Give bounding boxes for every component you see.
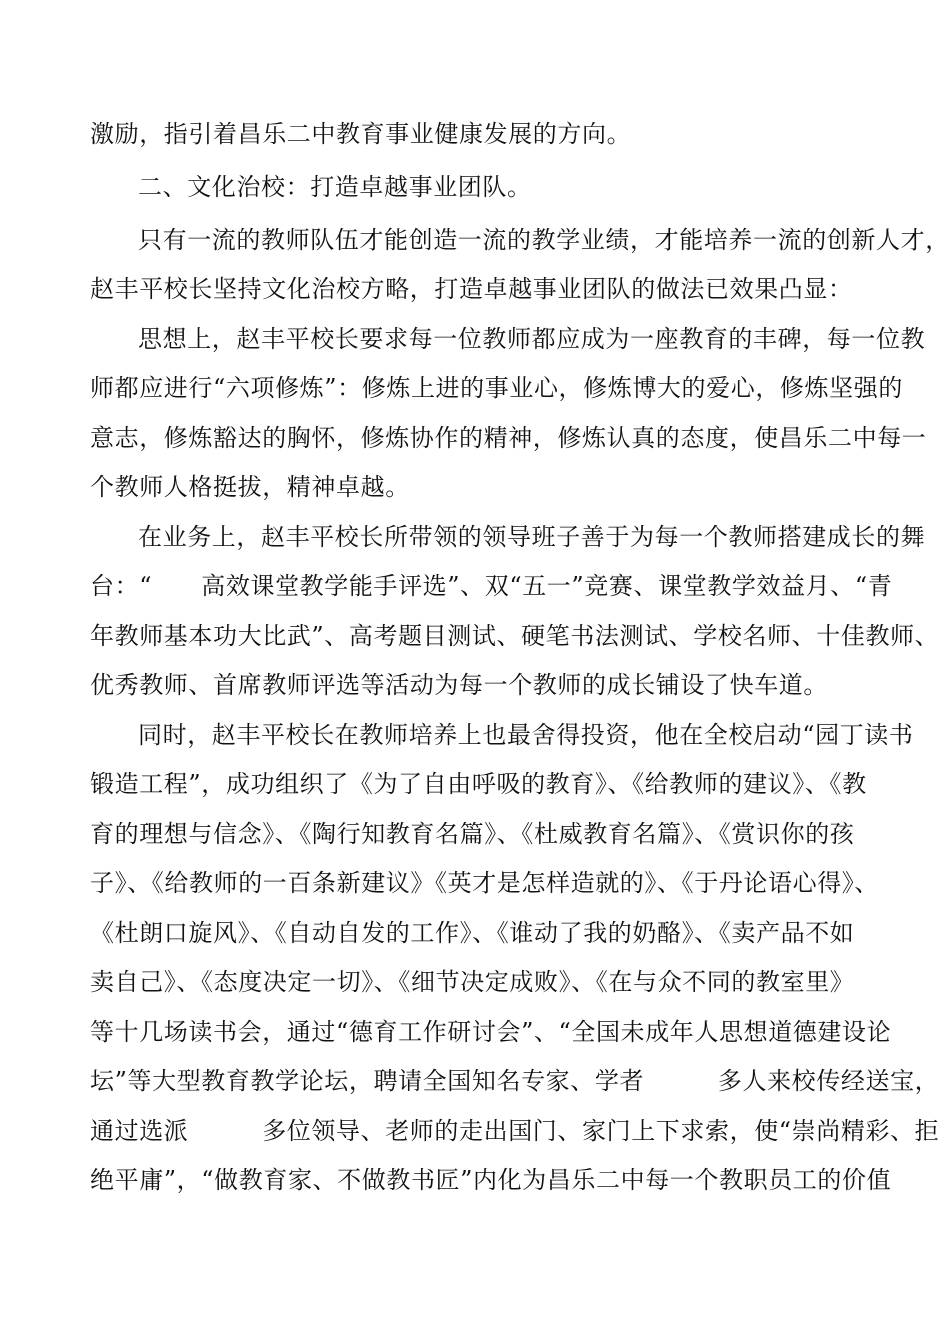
text-line-10: 台：“ 高效课堂教学能手评选”、双“五一”竞赛、课堂教学效益月、“青	[90, 572, 893, 600]
text-line-8: 个教师人格挺拔，精神卓越。	[90, 473, 410, 501]
text-line-7: 意志，修炼豁达的胸怀，修炼协作的精神，修炼认真的态度，使昌乐二中每一	[90, 424, 927, 452]
text-line-6: 师都应进行“六项修炼”：修炼上进的事业心，修炼博大的爱心，修炼坚强的	[90, 374, 903, 402]
text-line-20: 坛”等大型教育教学论坛，聘请全国知名专家、学者 多人来校传经送宝，	[90, 1067, 940, 1095]
text-line-5: 思想上，赵丰平校长要求每一位教师都应成为一座教育的丰碑，每一位教	[138, 325, 926, 353]
text-line-3: 只有一流的教师队伍才能创造一流的教学业绩，才能培养一流的创新人才，	[138, 226, 950, 254]
text-line-18: 卖自己》、《态度决定一切》、《细节决定成败》、《在与众不同的教室里》	[90, 968, 855, 996]
text-line-13: 同时，赵丰平校长在教师培养上也最舍得投资，他在全校启动“园丁读书	[138, 721, 914, 749]
section-heading: 二、文化治校：打造卓越事业团队。	[138, 173, 532, 201]
text-line-17: 《杜朗口旋风》、《自动自发的工作》、《谁动了我的奶酪》、《卖产品不如	[90, 919, 855, 947]
text-line-22: 绝平庸”，“做教育家、不做教书匠”内化为昌乐二中每一个教职员工的价值	[90, 1166, 892, 1194]
text-line-15: 育的理想与信念》、《陶行知教育名篇》、《杜威教育名篇》、《赏识你的孩	[90, 820, 855, 848]
text-line-16: 子》、《给教师的一百条新建议》《英才是怎样造就的》、《于丹论语心得》、	[90, 869, 879, 897]
text-line-1: 激励，指引着昌乐二中教育事业健康发展的方向。	[90, 120, 632, 148]
text-line-4: 赵丰平校长坚持文化治校方略，打造卓越事业团队的做法已效果凸显：	[90, 275, 853, 303]
text-line-9: 在业务上，赵丰平校长所带领的领导班子善于为每一个教师搭建成长的舞	[138, 523, 926, 551]
text-line-14: 锻造工程”，成功组织了《为了自由呼吸的教育》、《给教师的建议》、《教	[90, 770, 867, 798]
text-line-11: 年教师基本功大比武”、高考题目测试、硬笔书法测试、学校名师、十佳教师、	[90, 622, 940, 650]
text-line-19: 等十几场读书会，通过“德育工作研讨会”、“全国未成年人思想道德建设论	[90, 1018, 892, 1046]
text-line-12: 优秀教师、首席教师评选等活动为每一个教师的成长铺设了快车道。	[90, 671, 828, 699]
text-line-21: 通过选派 多位领导、老师的走出国门、家门上下求索，使“崇尚精彩、拒	[90, 1117, 940, 1145]
